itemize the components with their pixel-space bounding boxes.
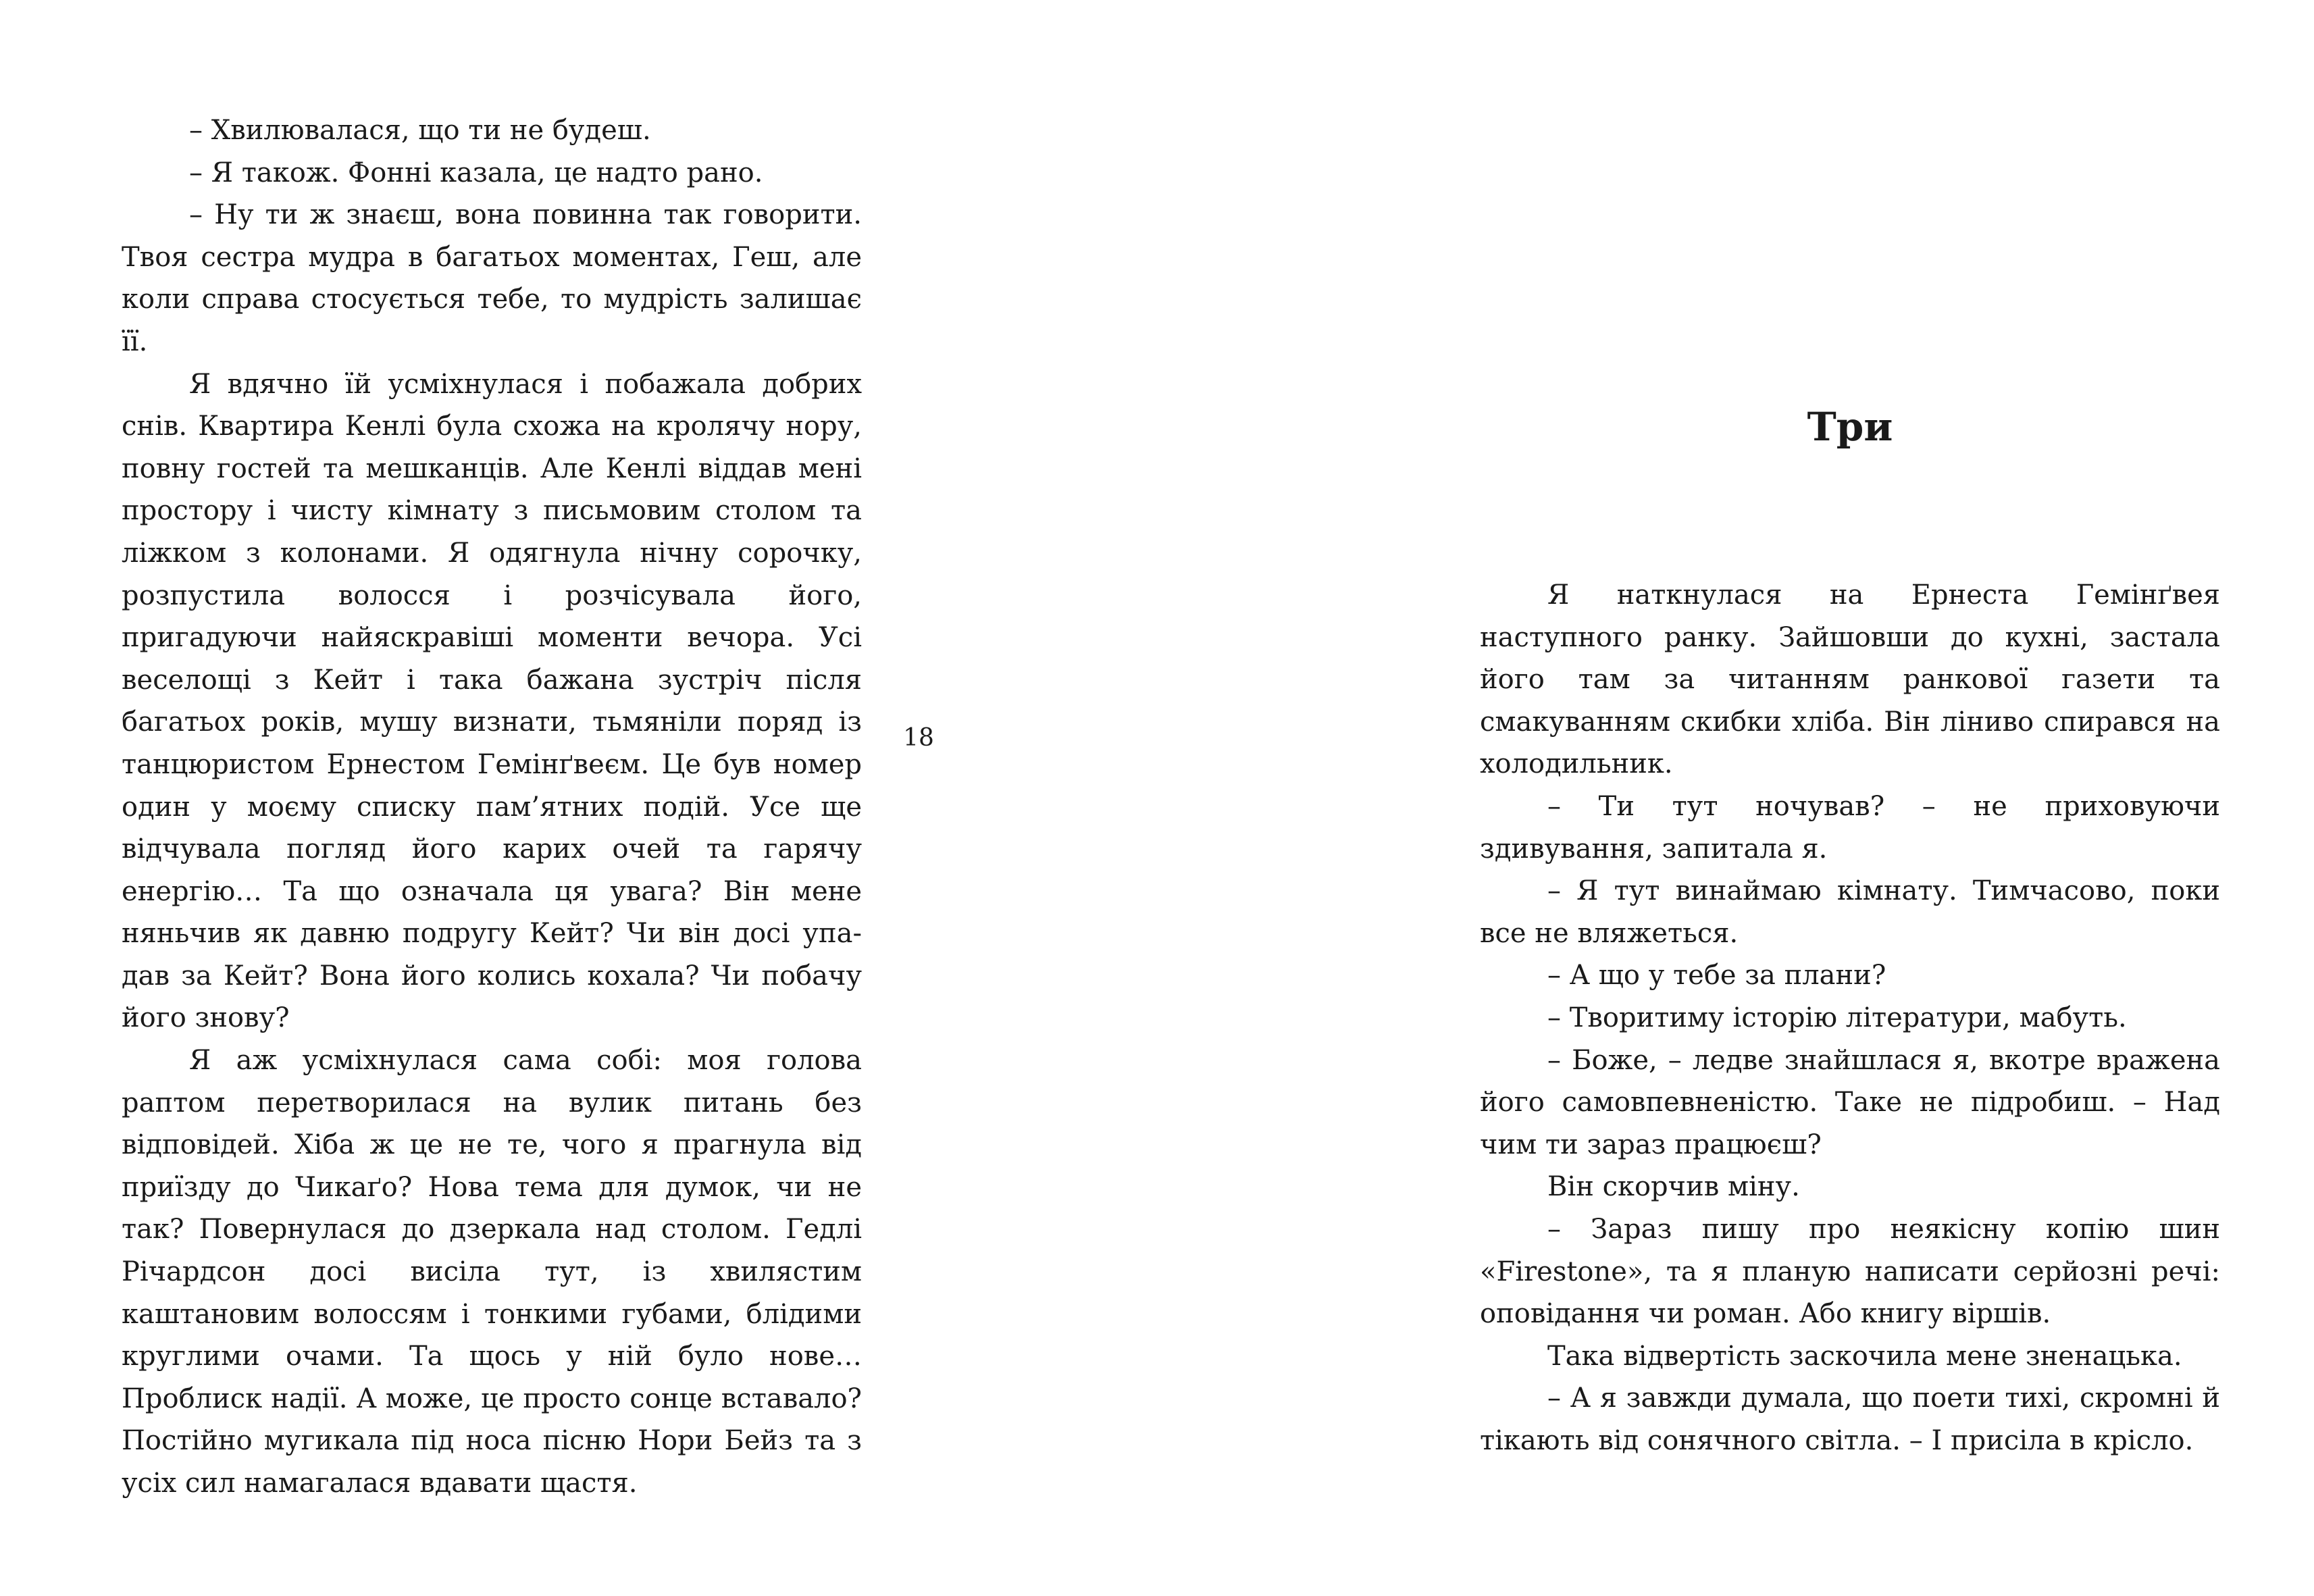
right-paragraph-5: – Творитиму історію літератури, мабуть. (1547, 1002, 2127, 1033)
left-paragraph-2: – Я також. Фонні казала, це надто рано. (189, 157, 763, 188)
right-paragraph-10: – А я завжди думала, що поети тихі, скромні й тікають від сонячного світла. – І присіла в крісло. (1480, 1383, 2220, 1456)
left-paragraph-3: – Ну ти ж знаєш, вона повинна так говорити. Твоя сестра мудра в багатьох моментах, Геш, але коли справа стосується тебе, то мудрість залишає її. (122, 199, 862, 357)
right-paragraph-8: – Зараз пишу про неякісну копію шин «Firestone», та я планую написати серйозні речі: оповідання чи роман. Або книгу віршів. (1480, 1213, 2220, 1330)
right-paragraph-1: Я наткнулася на Ернеста Гемінґвея наступного ранку. Зайшовши до кухні, застала його там за читанням ранкової газети та смакуванням скибки хліба. Він ліниво спирався на холодильник. (1480, 580, 2220, 780)
left-paragraph-5: Я аж усміхнулася сама собі: моя голова раптом перетворилася на вулик питань без відповідей. Хіба ж це не те, чого я прагнула від приїзду до Чикаґо? Нова тема для думок, чи не так? Повернулася до дзеркала над столом. Гедлі Річардсон досі висіла тут, із хвилястим каштановим волоссям і тонкими губами, блідими круглими очами. Та щось у ній було нове… Проблиск надії. А може, це просто сонце вставало? Постійно мугикала під носа пісню Нори Бейз та з усіх сил намагалася вдавати щастя. (122, 1045, 862, 1499)
right-paragraph-9: Така відвертість заскочила мене зненацька. (1547, 1340, 2182, 1372)
right-paragraph-2: – Ти тут ночував? – не приховуючи здивування, запитала я. (1480, 790, 2220, 865)
left-page-body (122, 109, 862, 1505)
chapter-title: Три (1807, 404, 1893, 450)
right-paragraph-4: – А що у тебе за плани? (1547, 960, 1886, 992)
right-page (1157, 0, 2314, 1596)
right-paragraph-3: – Я тут винаймаю кімнату. Тимчасово, поки все не вляжеться. (1480, 875, 2220, 949)
page-number: 18 (903, 724, 934, 752)
right-paragraph-7: Він скорчив міну. (1547, 1171, 1800, 1203)
right-paragraph-6: – Боже, – ледве знайшлася я, вкотре вражена його самовпевненістю. Таке не підробиш. – Над чим ти зараз працюєш? (1480, 1044, 2220, 1160)
left-page (0, 0, 932, 1596)
left-paragraph-4: Я вдячно їй усміхнулася і побажала добрих снів. Квартира Кенлі була схожа на кролячу нору, повну гостей та мешканців. Але Кенлі віддав мені простору і чисту кімнату з письмовим столом та ліжком з колонами. Я одягнула нічну сорочку, розпустила волосся і розчісувала його, пригадуючи найяскравіші моменти вечора. Усі веселощі з Кейт і така бажана зустріч після багатьох років, мушу визнати, тьмяніли поряд із танцюристом Ернестом Гемінґвеєм. Це був номер один у моєму списку пам’ятних подій. Усе ще відчувала погляд його карих очей та гарячу енергію… Та що означала ця увага? Він мене няньчив як давню подругу Кейт? Чи він досі упадав за Кейт? Вона його колись кохала? Чи побачу його знову? (122, 368, 862, 1034)
right-page-body (1480, 574, 2220, 1462)
left-paragraph-1: – Хвилювалася, що ти не будеш. (189, 115, 651, 146)
